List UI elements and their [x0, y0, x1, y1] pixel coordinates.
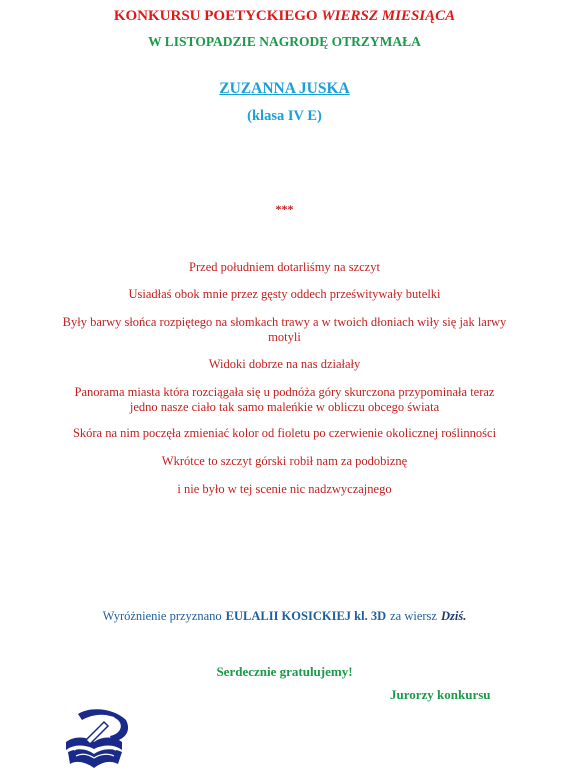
mention-poem-title: Dziś. — [440, 609, 467, 623]
poem-line: Panorama miasta która rozciągała się u podnóża góry skurczona przypominała teraz jedno nasze ciało tak samo maleńkie w obliczu obcego świata — [74, 385, 495, 414]
poem-line: Wkrótce to szczyt górski robił nam za podobiznę — [161, 454, 408, 468]
poem-line: Skóra na nim poczęła zmieniać kolor od fioletu po czerwienie okolicznej roślinności — [72, 426, 497, 440]
award-announcement: W LISTOPADZIE NAGRODĘ OTRZYMAŁA — [148, 34, 421, 49]
poem-line: Przed południem dotarliśmy na szczyt — [189, 260, 380, 274]
poem-line: Były barwy słońca rozpiętego na słomkach trawy a w twoich dłoniach wiły się jak larwy motyli — [62, 315, 507, 344]
book-and-pen-logo-icon — [64, 706, 132, 770]
contest-title — [0, 8, 569, 25]
mention-prefix: Wyróżnienie przyznano — [102, 609, 222, 623]
mention-recipient: EULALII KOSICKIEJ kl. 3D — [225, 609, 387, 623]
poem-line: i nie było w tej scenie nic nadzwyczajnego — [177, 482, 392, 496]
contest-name: WIERSZ MIESIĄCA — [321, 8, 456, 24]
congratulations: Serdecznie gratulujemy! — [216, 664, 353, 679]
winner-name: ZUZANNA JUSKA — [219, 80, 350, 97]
jury-signature: Jurorzy konkursu — [390, 687, 491, 702]
poem-line: Widoki dobrze na nas działały — [208, 357, 361, 371]
contest-title-prefix: KONKURSU POETYCKIEGO — [113, 8, 322, 24]
poem-line: Usiadłaś obok mnie przez gęsty oddech prześwitywały butelki — [128, 287, 441, 301]
poem-title: *** — [275, 202, 294, 216]
honorable-mention — [0, 609, 569, 624]
mention-mid: za wiersz — [390, 609, 437, 623]
winner-class: (klasa IV E) — [247, 108, 322, 124]
